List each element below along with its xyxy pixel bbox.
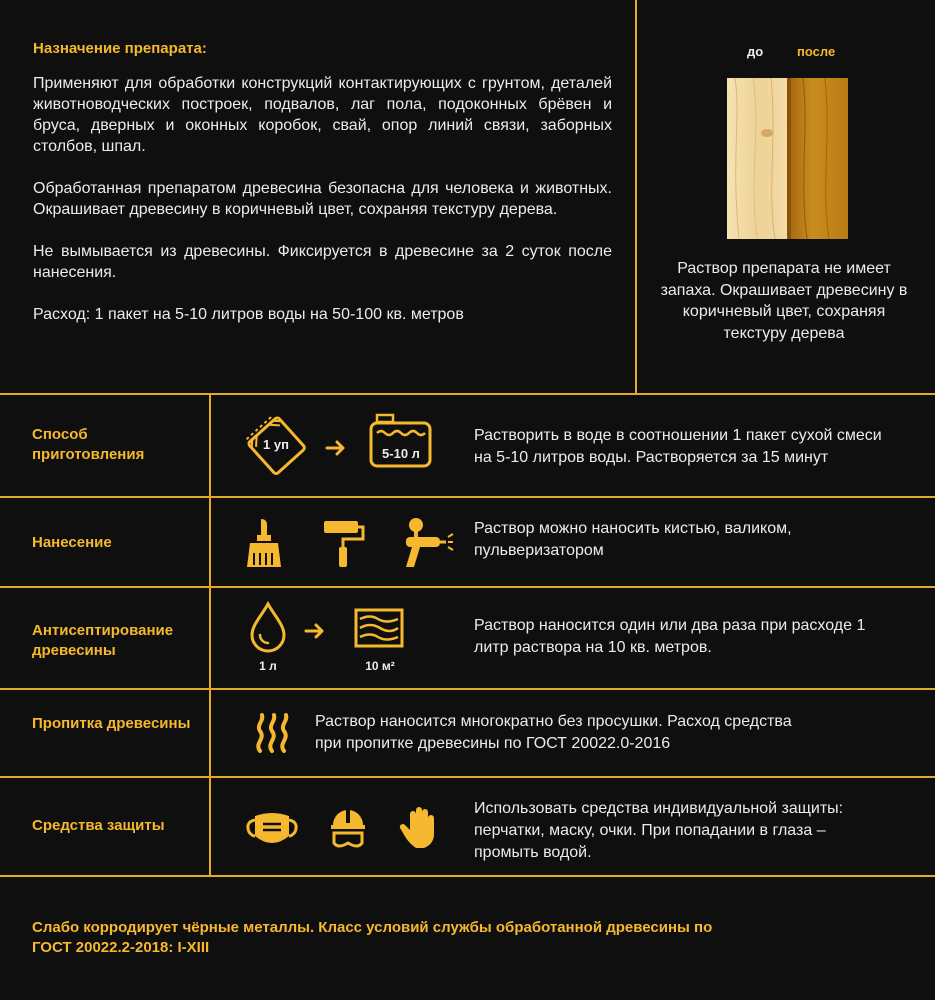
preparation-label: Способ приготовления (32, 426, 145, 463)
protection-label: Средства защиты (32, 817, 165, 834)
comparison-caption: Раствор препарата не имеет запаха. Окрашивает древесину в коричневый цвет, сохраняя текстуру дерева (660, 260, 908, 342)
helmet-goggles-icon (330, 805, 366, 851)
roller-icon (320, 519, 366, 569)
intro-section (33, 40, 612, 346)
impregnation-description: Раствор наносится многократно без просушки. Расход средства при пропитке древесины по ГОСТ 20022.0-2016 (315, 713, 792, 752)
drop-icon (248, 601, 288, 653)
wood-comparison-image (727, 78, 848, 239)
rows-divider-vertical (209, 394, 211, 876)
intro-paragraph-usage: Применяют для обработки конструкций контактирующих с грунтом, деталей животноводческих построек, подвалов, лаг пола, подоконных брёвен и бруса, дверных и оконных коробок, свай, опор линий связи, заборных столбов, шпал. (33, 75, 612, 155)
divider-1 (0, 393, 935, 395)
intro-paragraph-safety: Обработанная препаратом древесина безопасна для человека и животных. Окрашивает древесину в коричневый цвет, сохраняя текстуру дерева. (33, 180, 612, 218)
antiseptic-label: Антисептирование древесины (32, 622, 174, 659)
area-label: 10 м² (365, 659, 395, 673)
protection-description: Использовать средства индивидуальной защиты: перчатки, маску, очки. При попадании в глаза – промыть водой. (474, 800, 844, 861)
arrow-icon (326, 440, 346, 456)
top-divider-vertical (635, 0, 637, 394)
divider-4 (0, 688, 935, 690)
spray-gun-icon (400, 517, 454, 569)
impregnation-label: Пропитка древесины (32, 715, 191, 732)
divider-5 (0, 776, 935, 778)
divider-3 (0, 586, 935, 588)
preparation-description: Растворить в воде в соотношении 1 пакет сухой смеси на 5-10 литров воды. Растворяется за 15 минут (474, 427, 882, 466)
intro-heading: Назначение препарата: (33, 40, 207, 57)
canister-volume-label: 5-10 л (382, 446, 420, 461)
arrow-icon-2 (305, 623, 325, 639)
heat-waves-icon (254, 713, 292, 753)
mask-icon (245, 812, 299, 846)
application-description: Раствор можно наносить кистью, валиком, пульверизатором (474, 520, 792, 559)
wood-board-icon (354, 608, 404, 648)
footer-note: Слабо корродирует чёрные металлы. Класс условий службы обработанной древесины по ГОСТ 20022.2-2018: I-XIII (32, 919, 713, 956)
divider-6 (0, 875, 935, 877)
divider-2 (0, 496, 935, 498)
intro-paragraph-fixation: Не вымывается из древесины. Фиксируется в древесине за 2 суток после нанесения. (33, 243, 612, 281)
brush-icon (245, 517, 283, 569)
pack-label: 1 уп (263, 437, 289, 452)
drop-volume-label: 1 л (259, 659, 277, 673)
glove-icon (402, 806, 440, 852)
treated-wood (789, 78, 848, 239)
antiseptic-description: Раствор наносится один или два раза при расходе 1 литр раствора на 10 кв. метров. (474, 617, 866, 656)
after-label: после (797, 44, 836, 59)
application-label: Нанесение (32, 534, 112, 551)
intro-paragraph-consumption: Расход: 1 пакет на 5-10 литров воды на 50-100 кв. метров (33, 306, 464, 323)
before-label: до (747, 44, 764, 59)
